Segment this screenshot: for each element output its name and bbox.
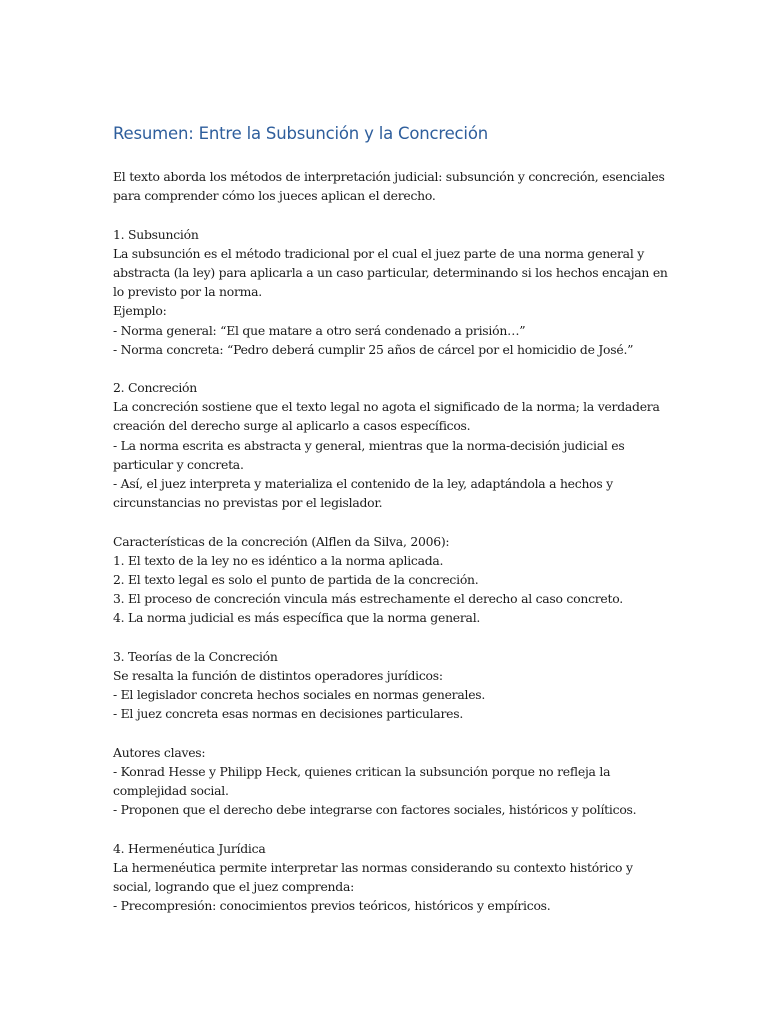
text-line: - El juez concreta esas normas en decisiones particulares. (113, 706, 464, 722)
text-line: - El legislador concreta hechos sociales en normas generales. (113, 687, 486, 703)
text-line: 1. Subsunción (113, 226, 199, 242)
blank-line (113, 628, 658, 647)
text-line: El texto aborda los métodos de interpretación judicial: subsunción y concreción, esenciales (113, 169, 665, 184)
blank-line (113, 512, 658, 531)
text-line: 4. La norma judicial es más específica que la norma general. (113, 610, 481, 626)
text-line: particular y concreta. (113, 456, 244, 472)
text-line: 2. El texto legal es solo el punto de partida de la concreción. (113, 571, 479, 587)
document-title: Resumen: Entre la Subsunción y la Concreción (113, 124, 488, 143)
text-line: La hermenéutica permite interpretar las normas considerando su contexto histórico y (113, 859, 633, 875)
text-line: abstracta (la ley) para aplicarla a un caso particular, determinando si los hechos encajan en (113, 264, 668, 280)
text-line: lo previsto por la norma. (113, 284, 262, 300)
text-line: creación del derecho surge al aplicarlo a casos específicos. (113, 418, 471, 434)
blank-line (113, 723, 658, 742)
text-line: La concreción sostiene que el texto legal no agota el significado de la norma; la verdadera (113, 399, 660, 415)
text-line: 3. Teorías de la Concreción (113, 648, 278, 664)
document-body (113, 167, 668, 915)
text-line: Características de la concreción (Alflen da Silva, 2006): (113, 533, 450, 549)
text-line: - Proponen que el derecho debe integrarse con factores sociales, históricos y políticos. (113, 802, 637, 818)
blank-line (113, 359, 658, 378)
text-line: social, logrando que el juez comprenda: (113, 878, 355, 894)
blank-line (113, 819, 658, 838)
text-line: circunstancias no previstas por el legislador. (113, 495, 383, 511)
text-line: 1. El texto de la ley no es idéntico a la norma aplicada. (113, 552, 444, 568)
blank-line (113, 205, 658, 224)
text-line: - Norma concreta: “Pedro deberá cumplir 25 años de cárcel por el homicidio de José.” (113, 341, 634, 357)
text-line: - La norma escrita es abstracta y general, mientras que la norma-decisión judicial es (113, 437, 625, 453)
text-line: Autores claves: (113, 744, 206, 760)
text-line: 2. Concreción (113, 380, 197, 396)
text-line: Se resalta la función de distintos operadores jurídicos: (113, 667, 443, 683)
text-line: 4. Hermenéutica Jurídica (113, 840, 266, 856)
text-line: complejidad social. (113, 783, 229, 798)
text-line: - Konrad Hesse y Philipp Heck, quienes critican la subsunción porque no refleja la (113, 763, 611, 779)
text-line: - Precompresión: conocimientos previos teóricos, históricos y empíricos. (113, 898, 551, 914)
text-line: 3. El proceso de concreción vincula más estrechamente el derecho al caso concreto. (113, 591, 623, 607)
text-line: - Así, el juez interpreta y materializa el contenido de la ley, adaptándola a hechos y (113, 476, 613, 491)
text-line: para comprender cómo los jueces aplican el derecho. (113, 188, 436, 204)
text-line: La subsunción es el método tradicional por el cual el juez parte de una norma general y (113, 245, 644, 261)
text-line: - Norma general: “El que matare a otro será condenado a prisión…” (113, 322, 526, 338)
text-line: Ejemplo: (113, 303, 167, 319)
